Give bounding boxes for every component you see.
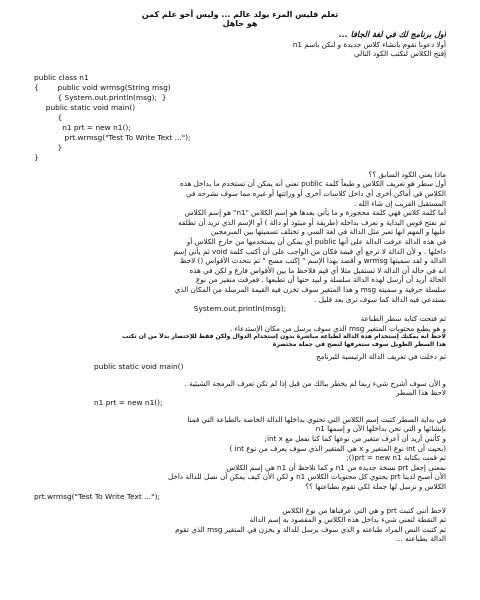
text-line: المستقبل القريب إن شاء الله . bbox=[353, 198, 446, 208]
page-header: تعلم فليس المرء يولد عالم ... وليس أخو علم كمن هو جاهل bbox=[141, 10, 339, 28]
paragraph bbox=[34, 379, 446, 398]
text-line: ثم فتحت كتابة سطر الطباعة bbox=[360, 314, 446, 324]
text-line: في بداية السطر كتبت إسم الكلاس التي تحتوي بداخلها الدالة الخاصة بالطباعة التي قمنا bbox=[187, 414, 446, 424]
text-line: الدالة و لقد سميتها wrmsg و أقصد بهذا الإسم " إكتب مسج " ثم نتحدث الأقواس () لاحظ bbox=[179, 256, 446, 266]
text-line: الكلاس و نرسل لها جملة لكي تقوم بطباعتها ؟؟ bbox=[305, 482, 446, 492]
text-line: الأن أصبح لدينا prt يحتوي كل محتويات الكلاس n1 و لكن الأن كيف يمكن أن نصل للدالة داخل bbox=[167, 472, 446, 482]
code-line: prt.wrmsg("Test To Write Text ..."); bbox=[34, 132, 191, 142]
text-line: و كأنني أريد أن أعرف متغير من نوعها كما كنا نفعل مع int x; bbox=[264, 434, 446, 444]
code-line: public static void main() bbox=[34, 102, 136, 112]
text-line: ثم دخلت في تعريف الدالة الرئيسية للبرنامج bbox=[315, 352, 446, 362]
text-line: في هذه الدالة عرفت الدالة على أنها public أي يمكن أن يستخدمها من خارج الكلاس أو bbox=[186, 236, 446, 246]
code-line: public class n1 bbox=[34, 72, 89, 82]
text-line: داخلها . و لأن الدالة لا ترجع أي قيمة فكان من الواجب على أن أكتب كلمة void ثم يأتي إسم bbox=[173, 246, 446, 256]
text-line: سلسلة حرفية و سميته msg و هذا المتغير سوف تخزن فيه القيمة المرسلة من المكان الذي bbox=[174, 284, 446, 294]
text-line: بمعنى إجعل prt نسخة جديدة من n1 و كما تلاحظ أن n1 هي إسم الكلاس bbox=[226, 462, 446, 472]
text-line: ماذا يعني الكود السابق ؟؟ bbox=[368, 169, 446, 179]
text-line: لاحظ هذا السطر bbox=[396, 388, 446, 398]
code-line: n1 prt = new n1(); bbox=[94, 397, 163, 407]
paragraph bbox=[34, 208, 446, 304]
intro-line: أولا دعونا نقوم بانشاء كلاس جديدة و لنكن باسم n1 bbox=[292, 39, 446, 49]
intro-line: إفتح الكلاس لنكتب الكود التالي bbox=[354, 49, 446, 59]
paragraph bbox=[34, 170, 446, 208]
text-line: أول سطر هو تعريف الكلاس و طبعاً كلمة public تعني أنه يمكن أن تستخدم ما بداخل هذه bbox=[179, 179, 446, 189]
note-line: لاحظ انه يمكنك إستخدام هذه الدالة لطباعة مباشرة بدون إستخدام الدوال ولكن فقط للإختصار بدلاً من أن تكتب bbox=[122, 333, 446, 341]
code-explanation bbox=[34, 304, 446, 333]
text-line: ثم نفتح قوس البداية و نعرف بداخله (طريقة أو ميثود أو دالة ) أو الإسم الذي تريد أن تطلقه bbox=[178, 217, 446, 227]
text-line: الدالة بطباعته ... bbox=[396, 534, 446, 544]
text-line: أما كلمة كلاس فهي كلمة محجوزة و ما يأتي بعدها هو إسم الكلاس "n1" هو إسم الكلاس bbox=[184, 208, 446, 218]
text-line: و الأن سوف أشرح شيء ربما لم يخطر ببالك من قبل إذا لم تكن تعرف البرمجة الشيئية . bbox=[184, 378, 446, 388]
note-line: هذا السطر الطويل سوف ستعرفها لنصح في جملة مختصرة bbox=[272, 340, 446, 348]
text-line: الحالة أريد أن أرسل لهذه الدالة سلسلة و لبيد حتها أن تطبعها . فعرفت متغير من نوع bbox=[196, 275, 446, 285]
text-line: (بحيث أن int نوع المتغير و x هي المتغير الذي سوف يعرف من نوع int ) bbox=[229, 443, 446, 453]
text-line: و هو يطبع محتويات المتغير msg الذي سوف يرسل من مكان الإستدعاء . bbox=[229, 323, 446, 333]
code-line: } bbox=[34, 142, 63, 152]
text-line: ثم النقطة لتعني شيء بداخل هذه الكلاس و المقصود به إسم الدالة bbox=[249, 515, 446, 525]
code-line: { public void wrmsg(String msg) bbox=[34, 82, 171, 92]
code-line: { System.out.println(msg); } bbox=[34, 92, 167, 102]
paragraph bbox=[34, 506, 446, 544]
code-block bbox=[34, 73, 446, 163]
section-title: أول برنامج لك في لغة الجافا ... bbox=[338, 30, 446, 39]
text-line: لاحظ أنني كتبت prt و هي التي عرفناها من نوع الكلاس bbox=[282, 505, 446, 515]
text-line: عليها و المهم انها تعبر مثل الدالة في لغة السي و تختلف تسميتها بين المبرمجين bbox=[210, 227, 446, 237]
paragraph bbox=[34, 415, 446, 492]
code-line: { bbox=[34, 112, 63, 122]
paragraph bbox=[34, 352, 446, 362]
text-line: بإنشائها و التي نحن بداخلها الآن و إسمها n1 bbox=[315, 424, 446, 434]
text-line: ثم قمت بكتابة prt = new n1(); bbox=[346, 453, 446, 463]
text-line: انه في حالة أن الدالة لا تستقبل مثلا أي قيم فلاحظ ما بين الأقواس فارغ و لكن في هذه bbox=[189, 265, 446, 275]
code-line: prt.wrmsg("Test To Write Text ..."); bbox=[34, 491, 160, 501]
text-line: ثم كتبت النص المراد طباعته و الذي سوف يرسل للدالة و يخزن في المتغير msg الذي تقوم bbox=[175, 524, 446, 534]
code-line: public static void main() bbox=[94, 361, 184, 371]
note bbox=[34, 333, 446, 348]
code-line: n1 prt = new n1(); bbox=[34, 122, 131, 132]
code-line: } bbox=[34, 152, 39, 162]
text-line: الكلاس في أماكن أخرى أي داخل كلاسات أخرى أو وراثتها أو غيره مما سوف نشرحه في bbox=[186, 188, 446, 198]
text-line: نستدعي فيه الدالة كما سوف نرى بعد قليل . bbox=[314, 294, 446, 304]
code-line: System.out.println(msg); bbox=[193, 304, 287, 314]
